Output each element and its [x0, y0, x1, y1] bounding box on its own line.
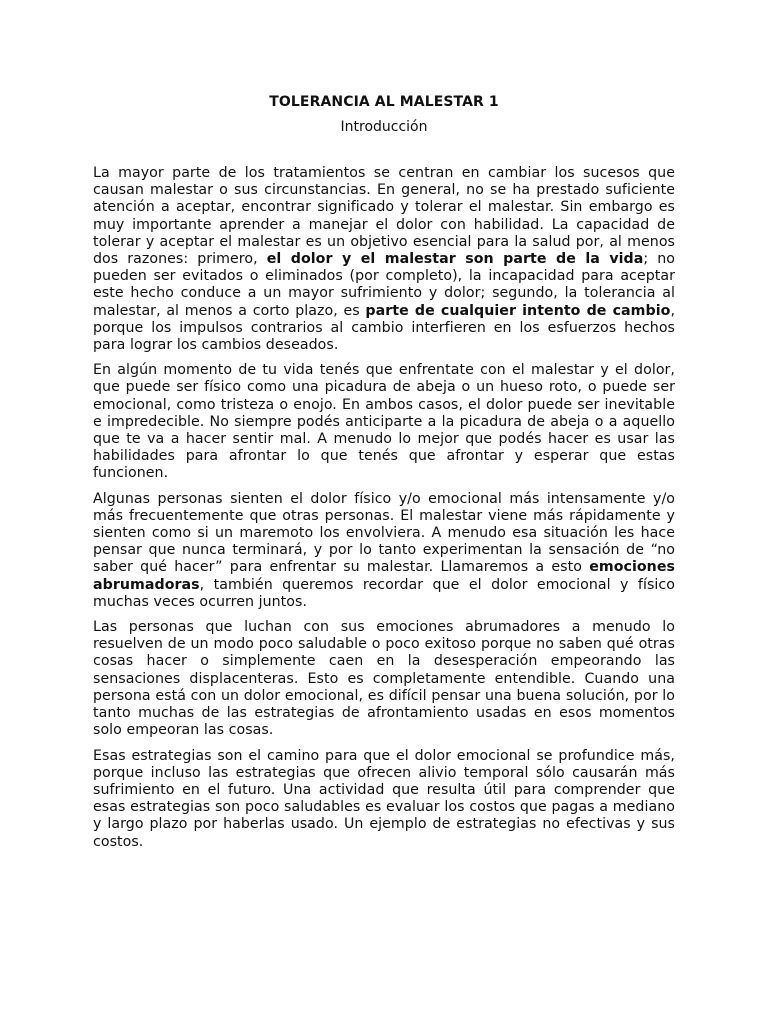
paragraph-1: [93, 165, 675, 354]
emphasis-text: emociones abrumadoras: [93, 559, 675, 593]
paragraph-2: [93, 362, 675, 482]
document-subtitle: Introducción: [340, 119, 428, 135]
paragraph-5: [93, 748, 675, 851]
paragraph-text: Algunas personas sienten el dolor físico y/o emocional más intensamente y/o más frecuentemente que otras personas. El malestar viene más rápidamente y sienten como si un maremoto los envolviera. A menudo esa situación les hace pensar que nunca terminará, y por lo tanto experimentan la sensación de “no saber qué hacer” para enfrentar su malestar. Llamaremos a esto: [93, 490, 675, 576]
paragraph-4: [93, 619, 675, 739]
paragraph-text: , también queremos recordar que el dolor emocional y físico muchas veces ocurren juntos.: [93, 576, 675, 610]
paragraph-text: En algún momento de tu vida tenés que enfrentate con el malestar y el dolor, que puede ser físico como una picadura de abeja o un hueso roto, o puede ser emocional, como tristeza o enojo. En ambos casos, el dolor puede ser inevitable e impredecible. No siempre podés anticiparte a la picadura de abeja o a aquello que te va a hacer sentir mal. A menudo lo mejor que podés hacer es usar las habilidades para afrontar lo que tenés que afrontar y esperar que estas funcionen.: [93, 362, 675, 482]
paragraph-text: , porque los impulsos contrarios al cambio interfieren en los esfuerzos hechos para lograr los cambios deseados.: [93, 302, 675, 354]
paragraph-3: [93, 491, 675, 611]
emphasis-text: parte de cualquier intento de cambio: [365, 302, 671, 319]
paragraph-text: La mayor parte de los tratamientos se centran en cambiar los sucesos que causan malestar o sus circunstancias. En general, no se ha prestado suficiente atención a aceptar, encontrar significado y tolerar el malestar. Sin embargo es muy importante aprender a manejar el dolor con habilidad. La capacidad de tolerar y aceptar el malestar es un objetivo esencial para la salud por, al menos dos razones: primero,: [93, 165, 675, 268]
paragraph-text: Esas estrategias son el camino para que el dolor emocional se profundice más, porque incluso las estrategias que ofrecen alivio temporal sólo causarán más sufrimiento en el futuro. Una actividad que resulta útil para comprender que esas estrategias son poco saludables es evaluar los costos que pagas a mediano y largo plazo por haberlas usado. Un ejemplo de estrategias no efectivas y sus costos.: [93, 747, 675, 850]
emphasis-text: el dolor y el malestar son parte de la vida: [266, 251, 644, 268]
document-title: TOLERANCIA AL MALESTAR 1: [269, 94, 499, 110]
paragraph-text: Las personas que luchan con sus emociones abrumadores a menudo lo resuelven de un modo poco saludable o poco exitoso porque no saben qué otras cosas hacer o simplemente caen en la desesperación empeorando las sensaciones displacenteras. Esto es completamente entendible. Cuando una persona está con un dolor emocional, es difícil pensar una buena solución, por lo tanto muchas de las estrategias de afrontamiento usadas en esos momentos solo empeoran las cosas.: [93, 619, 675, 739]
document-body: [93, 165, 675, 859]
paragraph-text: ; no pueden ser evitados o eliminados (por completo), la incapacidad para aceptar este hecho conduce a un mayor sufrimiento y dolor; segundo, la tolerancia al malestar, al menos a corto plazo, es: [93, 251, 676, 319]
